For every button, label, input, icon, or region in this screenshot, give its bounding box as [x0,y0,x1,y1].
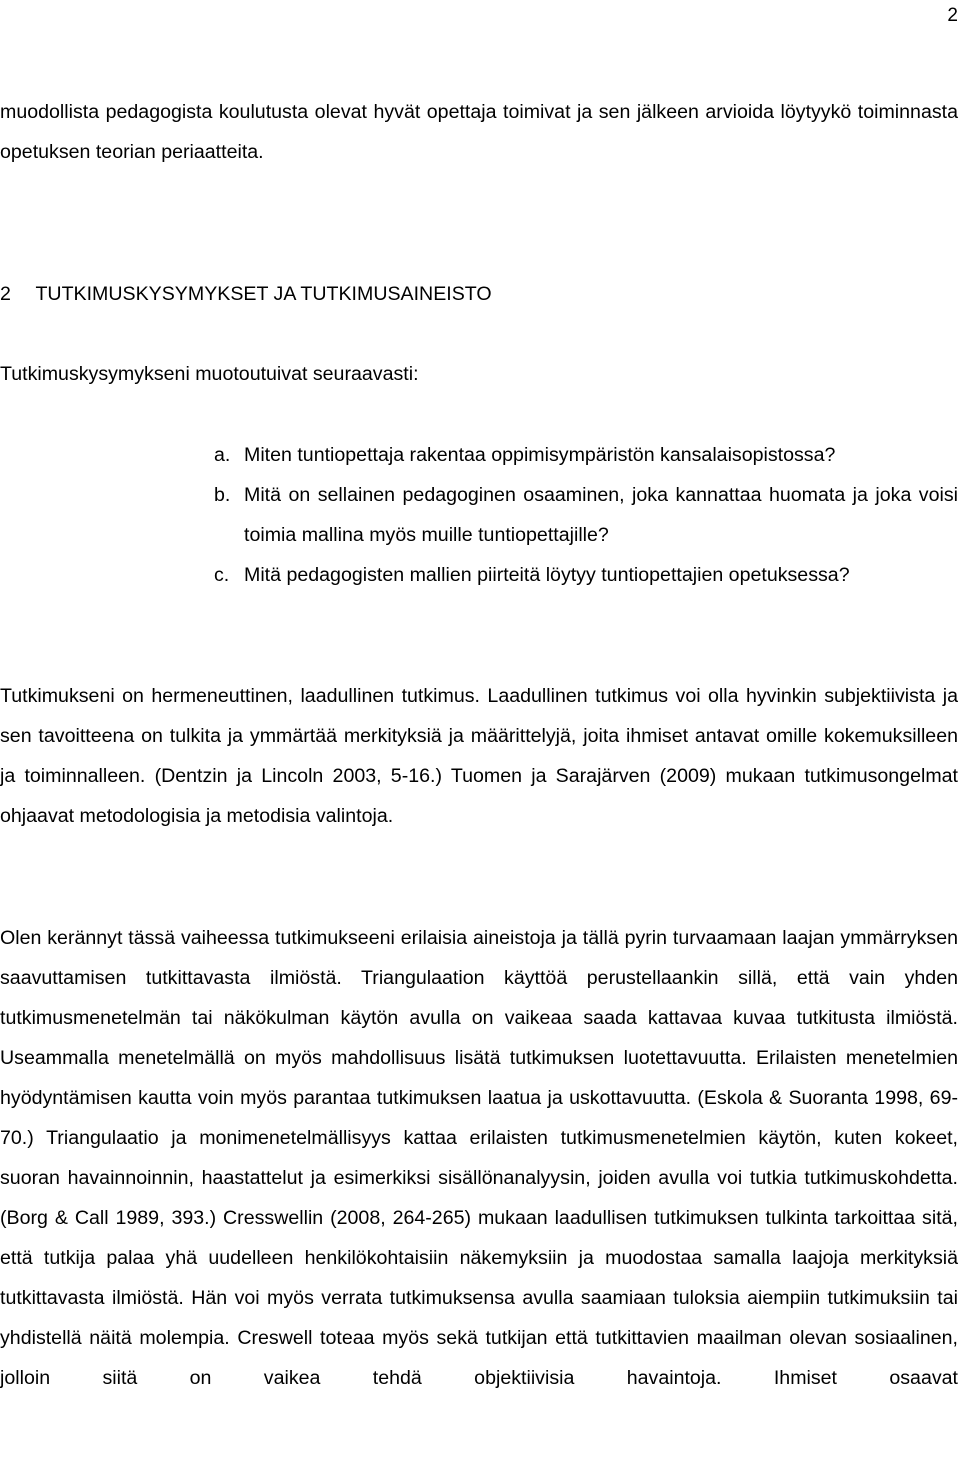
paragraph-triangulation: Olen kerännyt tässä vaiheessa tutkimukseeni erilaisia aineistoja ja tällä pyrin turvaamaan laajan ymmärryksen saavuttamisen tutkittavasta ilmiöstä. Triangulaation käyttöä perustellaankin sillä, että vain yhden tutkimusmenetelmän tai näkökulman käytön avulla on vaikeaa saada kattavaa kuvaa tutkitusta ilmiöstä. Useammalla menetelmällä on myös mahdollisuus lisätä tutkimuksen luotettavuutta. Erilaisten menetelmien hyödyntämisen kautta voin myös parantaa tutkimuksen laatua ja uskottavuutta. (Eskola & Suoranta 1998, 69-70.) Triangulaatio ja monimenetelmällisyys kattaa erilaisten tutkimusmenetelmien käytön, kuten kokeet, suoran havainnoinnin, haastattelut ja esimerkiksi sisällönanalyysin, joiden avulla voi tutkia tutkimuskohdetta. (Borg & Call 1989, 393.) Cresswellin (2008, 264-265) mukaan laadullisen tutkimuksen tulkinta tarkoittaa sitä, että tutkija palaa yhä uudelleen henkilökohtaisiin näkemyksiin ja muodostaa samalla laajoja merkityksiä tutkittavasta ilmiöstä. Hän voi myös verrata tutkimuksensa avulla saamiaan tuloksia aiempiin tutkimuksiin tai yhdistellä näitä molempia. Creswell toteaa myös sekä tutkijan että tutkittavien maailman olevan sosiaalinen, jolloin siitä on vaikea tehdä objektiivisia havaintoja. Ihmiset osaavat [0,927,958,1389]
research-questions-list [214,435,958,595]
section-number: 2 [0,283,11,305]
question-marker: a. [214,444,231,466]
question-marker: c. [214,564,230,586]
question-marker: b. [214,484,231,506]
research-question-a [214,435,958,475]
question-text: Miten tuntiopettaja rakentaa oppimisympäristön kansalaisopistossa? [244,444,836,466]
section-title: TUTKIMUSKYSYMYKSET JA TUTKIMUSAINEISTO [35,283,492,305]
questions-intro: Tutkimuskysymykseni muotoutuivat seuraavasti: [0,363,419,385]
section-heading [0,274,492,314]
research-question-b [214,475,958,555]
page-number: 2 [947,5,958,26]
paragraph-continuation: muodollista pedagogista koulutusta olevat hyvät opettaja toimivat ja sen jälkeen arvioida löytyykö toiminnasta opetuksen teorian periaatteita. [0,101,958,163]
question-text: Mitä pedagogisten mallien piirteitä löytyy tuntiopettajien opetuksessa? [244,564,850,586]
research-question-c [214,555,958,595]
paragraph-methodology: Tutkimukseni on hermeneuttinen, laadullinen tutkimus. Laadullinen tutkimus voi olla hyvinkin subjektiivista ja sen tavoitteena on tulkita ja ymmärtää merkityksiä ja määrittelyjä, joita ihmiset antavat omille kokemuksilleen ja toiminnalleen. (Dentzin ja Lincoln 2003, 5-16.) Tuomen ja Sarajärven (2009) mukaan tutkimusongelmat ohjaavat metodologisia ja metodisia valintoja. [0,685,958,827]
question-text: Mitä on sellainen pedagoginen osaaminen, joka kannattaa huomata ja joka voisi toimia mallina myös muille tuntiopettajille? [244,484,958,546]
